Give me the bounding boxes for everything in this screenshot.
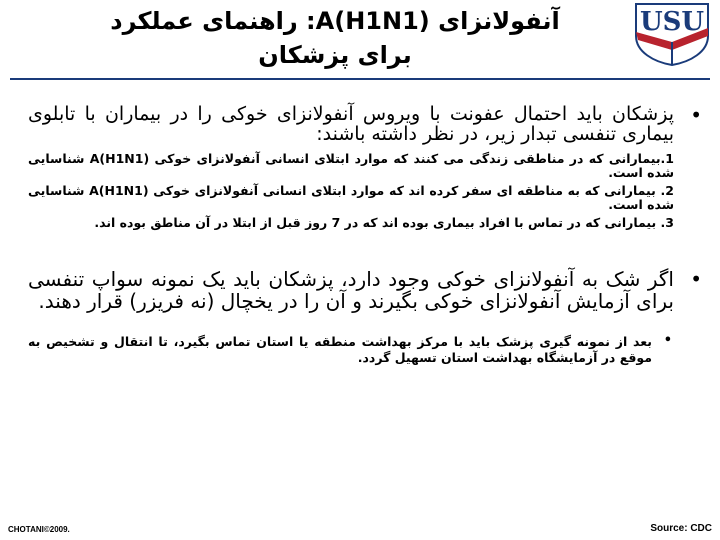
logo-letters: USU <box>639 7 705 37</box>
sub-bullet-item <box>28 334 678 366</box>
bullet-text-1: پزشکان باید احتمال عفونت با ویروس آنفولانزای خوکی را در بیماران با تابلوی بیماری تنفسی تبدار زیر، در نظر داشته باشند: <box>28 103 674 145</box>
spacer <box>28 234 678 268</box>
numbered-item-3: 3. بیمارانی که در تماس با افراد بیماری بوده اند که در 7 روز قبل از ابتلا در آن مناطق بوده اند. <box>94 215 674 230</box>
sub-bullet-dot-icon: • <box>663 333 672 348</box>
bullet-dot-icon: • <box>690 267 702 291</box>
slide-title <box>40 4 630 72</box>
bullet-dot-icon: • <box>690 103 702 127</box>
numbered-item-1: 1.بیمارانی که در مناطقی زندگی می کنند که موارد ابتلای انسانی آنفولانزای خوکی (H1N1)A شناسایی شده است. <box>28 151 674 180</box>
bullet-item-1 <box>28 103 702 230</box>
title-line-1: آنفولانزای A(H1N1): راهنمای عملکرد <box>110 7 560 35</box>
numbered-item-2: 2. بیمارانی که به مناطقه ای سفر کرده اند که موارد ابتلای انسانی آنفولانزای خوکی (H1N1)A شناسایی شده است. <box>28 183 674 212</box>
footer-copyright: CHOTANI©2009. <box>8 525 70 534</box>
numbered-list <box>28 152 674 230</box>
sub-bullet-text: بعد از نمونه گیری پزشک باید با مرکز بهداشت منطقه یا استان تماس بگیرد، تا انتقال و تشخیص به موقع در آزمایشگاه بهداشت استان تسهیل گردد. <box>28 334 652 365</box>
university-shield-logo <box>632 2 712 66</box>
footer-source: Source: CDC <box>650 523 712 534</box>
title-line-2: برای پزشکان <box>258 41 412 69</box>
header-divider <box>10 78 710 80</box>
bullet-item-2 <box>28 267 702 313</box>
slide-content <box>28 103 702 366</box>
bullet-text-2: اگر شک به آنفولانزای خوکی وجود دارد، پزشکان باید یک نمونه سواپ تنفسی برای آزمایش آنفولانزای خوکی بگیرند و آن را در یخچال (نه فریزر) قرار دهند. <box>28 267 674 313</box>
